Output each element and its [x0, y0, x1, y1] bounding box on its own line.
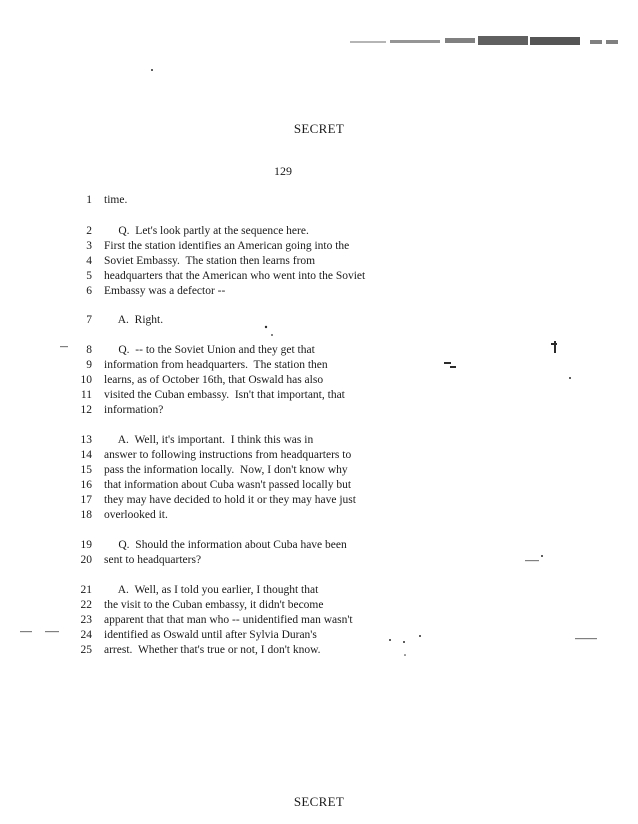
line-number: 7: [86, 314, 92, 326]
line-text: Soviet Embassy. The station then learns from: [104, 255, 316, 267]
line-number: 17: [80, 494, 92, 506]
line-text: they may have decided to hold it or they may have just: [104, 494, 356, 506]
line-text: A. Well, as I told you earlier, I thought that: [104, 584, 319, 596]
line-text: learns, as of October 16th, that Oswald has also: [104, 374, 324, 386]
line-text: arrest. Whether that's true or not, I don't know.: [104, 644, 321, 656]
page-number: 129: [274, 164, 292, 178]
line-number: 23: [80, 614, 92, 626]
line-number: 14: [80, 449, 92, 461]
line-number: 15: [80, 464, 92, 476]
line-text: answer to following instructions from headquarters to: [104, 449, 352, 461]
line-number: 22: [80, 599, 92, 611]
line-text: the visit to the Cuban embassy, it didn't become: [104, 599, 324, 611]
line-text: sent to headquarters?: [104, 554, 202, 566]
line-number: 24: [80, 629, 92, 641]
line-text: headquarters that the American who went into the Soviet: [104, 270, 366, 282]
line-text: overlooked it.: [104, 509, 168, 521]
line-text: visited the Cuban embassy. Isn't that important, that: [104, 389, 345, 401]
line-text: A. Right.: [104, 314, 164, 326]
line-text: identified as Oswald until after Sylvia Duran's: [104, 629, 317, 641]
line-number: 16: [80, 479, 92, 491]
line-number: 20: [80, 554, 92, 566]
line-text: information from headquarters. The station then: [104, 359, 328, 371]
line-text: A. Well, it's important. I think this was in: [104, 434, 314, 446]
line-text: Q. Let's look partly at the sequence here.: [104, 225, 309, 237]
line-number: 8: [86, 344, 92, 356]
line-text: First the station identifies an American going into the: [104, 240, 350, 252]
line-text: Q. -- to the Soviet Union and they get that: [104, 344, 315, 356]
line-number: 21: [80, 584, 92, 596]
line-number: 2: [86, 225, 92, 237]
line-number: 12: [80, 404, 92, 416]
line-number: 5: [86, 270, 92, 282]
line-number: 9: [86, 359, 92, 371]
line-number: 10: [80, 374, 92, 386]
line-text: time.: [104, 194, 128, 206]
line-number: 3: [86, 240, 92, 252]
line-text: pass the information locally. Now, I don't know why: [104, 464, 348, 476]
line-number: 19: [80, 539, 92, 551]
line-text: apparent that that man who -- unidentified man wasn't: [104, 614, 353, 626]
line-number: 13: [80, 434, 92, 446]
line-number: 1: [86, 194, 92, 206]
line-text: that information about Cuba wasn't passed locally but: [104, 479, 352, 491]
line-number: 11: [80, 389, 92, 401]
classification-footer: SECRET: [293, 794, 345, 809]
line-number: 25: [80, 644, 92, 656]
line-number: 6: [86, 285, 92, 297]
classification-header: SECRET: [293, 121, 345, 136]
line-number: 4: [86, 255, 92, 267]
line-text: Embassy was a defector --: [104, 285, 226, 297]
line-number: 18: [80, 509, 92, 521]
line-text: Q. Should the information about Cuba have been: [104, 539, 347, 551]
line-text: information?: [104, 404, 164, 416]
